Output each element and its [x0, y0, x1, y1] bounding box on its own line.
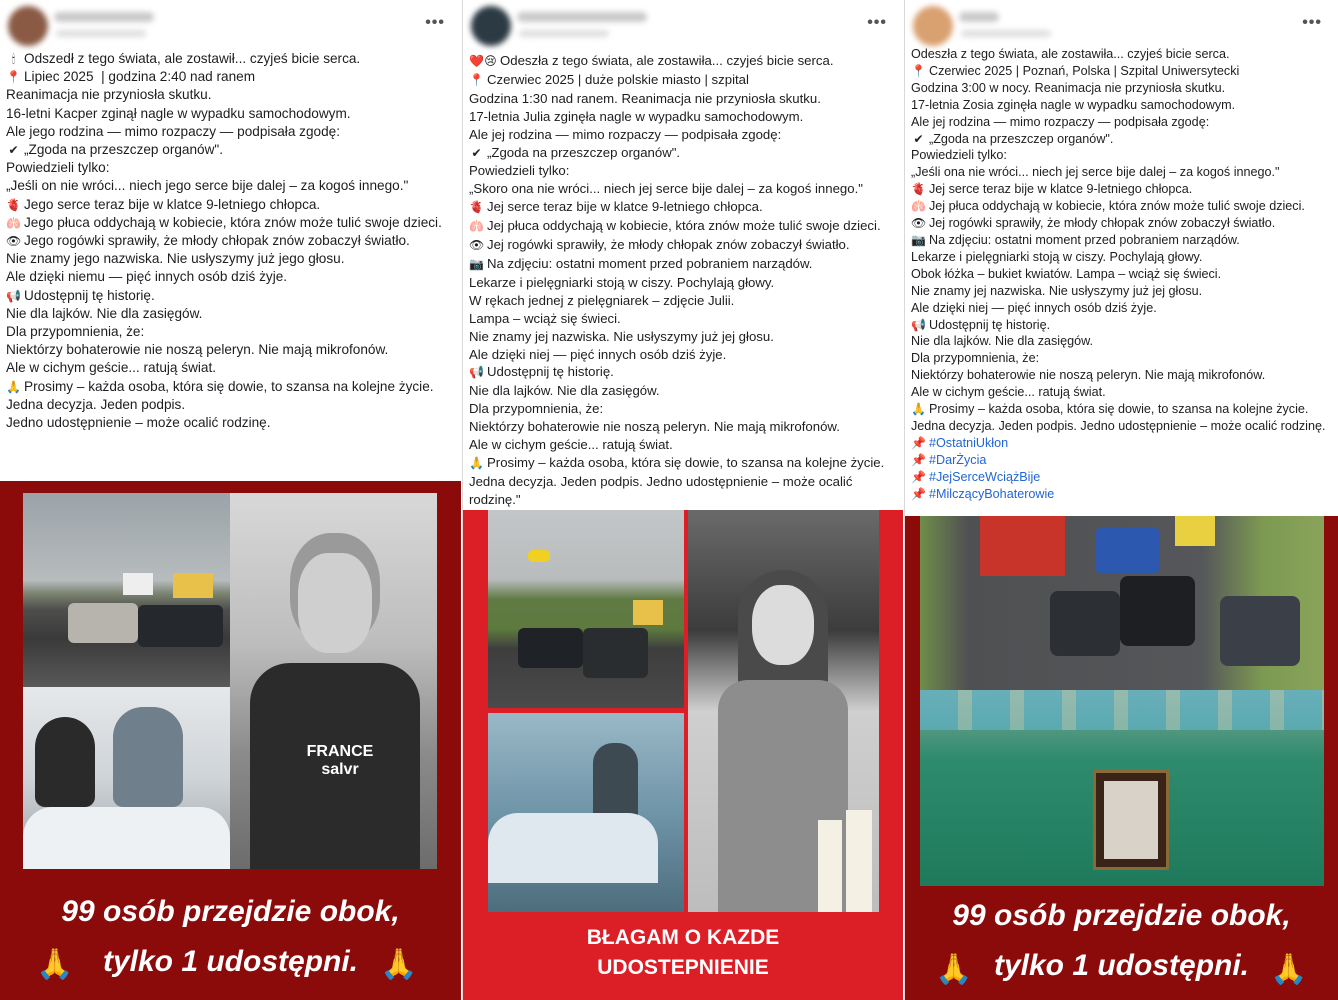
hashtag-line	[911, 435, 1332, 452]
post-text-line: Dla przypomnienia, że:	[469, 401, 604, 417]
post-text-line: Godzina 1:30 nad ranem. Reanimacja nie przyniosła skutku.	[469, 90, 821, 106]
post-text-line: 🕯 Odszedł z tego świata, ale zostawił... czyjeś bicie serca.	[6, 50, 455, 68]
emoji-icon: 🫀	[469, 200, 484, 215]
more-options-button[interactable]: •••	[867, 14, 887, 31]
post-text-line: Powiedzieli tylko:	[6, 160, 110, 176]
post-text-line: W rękach jednej z pielęgniarek – zdjęcie Julii.	[469, 292, 735, 308]
post-text-line: Lekarze i pielęgniarki stoją w ciszy. Pochylają głowy.	[911, 249, 1203, 264]
author-name-blurred[interactable]	[959, 12, 999, 22]
post-text-line: „Jeśli ona nie wróci... niech jej serce bije dalej – za kogoś innego."	[911, 165, 1280, 180]
emoji-icon: 🙏	[6, 379, 21, 394]
post-text-line: 🫁 Jej płuca oddychają w kobiecie, która znów może tulić swoje dzieci.	[911, 199, 1305, 214]
post-text-line: ✔ „Zgoda na przeszczep organów".	[469, 144, 897, 163]
hashtag-line	[911, 469, 1332, 486]
post-text-line: Obok łóżka – bukiet kwiatów. Lampa – wciąż się świeci.	[911, 266, 1222, 281]
post-text-line: 🙏 Prosimy – każda osoba, która się dowie, to szansa na kolejne życie.	[911, 402, 1309, 417]
pray-hands-icon: 🙏	[935, 953, 973, 986]
post-text-line: 📢 Udostępnij tę historię.	[911, 317, 1051, 332]
post-text-line: ❤️😢 Odeszła z tego świata, ale zostawiła... czyjeś bicie serca.	[469, 52, 897, 71]
photo-grieving-parents	[23, 687, 230, 869]
post-text-line: 16-letni Kacper zginął nagle w wypadku samochodowym.	[6, 105, 351, 121]
post-text-line: 🫁 Jego płuca oddychają w kobiecie, która znów może tulić swoje dzieci.	[6, 214, 455, 232]
avatar[interactable]	[8, 6, 48, 46]
post-text	[463, 52, 903, 509]
emoji-icon: 🙏	[469, 455, 484, 470]
hashtag-line	[911, 452, 1332, 469]
banner-line-1: BŁAGAM O KAZDE	[586, 926, 780, 949]
post-text-line: Jedno udostępnienie – może ocalić rodzinę.	[6, 415, 271, 431]
emoji-icon: 📢	[6, 288, 21, 303]
post-text-line: 🙏 Prosimy – każda osoba, która się dowie, to szansa na kolejne życie.	[469, 454, 897, 473]
emoji-icon: 📢	[469, 365, 484, 380]
emoji-icon: 📍	[469, 72, 484, 87]
post-text-line: Ale dzięki niemu — pięć innych osób dziś żyje.	[6, 269, 288, 285]
emoji-icon: 🫀	[6, 197, 21, 212]
emoji-icon: 🫁	[911, 199, 926, 214]
post-text-line: Powiedzieli tylko:	[911, 148, 1007, 163]
emoji-icon: 📍	[911, 63, 926, 78]
post-text-line: ✔ „Zgoda na przeszczep organów".	[6, 141, 455, 159]
post-text-line: 17-letnia Zosia zginęła nagle w wypadku samochodowym.	[911, 97, 1236, 112]
post-image[interactable]	[463, 510, 903, 1000]
post-text-line: 🫀 Jej serce teraz bije w klatce 9-letniego chłopca.	[911, 182, 1193, 197]
post-text-line: Godzina 3:00 w nocy. Reanimacja nie przyniosła skutku.	[911, 80, 1226, 95]
post-image[interactable]	[905, 516, 1338, 1000]
post-text-line: Jedna decyzja. Jeden podpis. Jedno udostępnienie – może ocalić rodzinę.	[911, 418, 1326, 433]
banner-line-2: UDOSTEPNIENIE	[597, 956, 769, 979]
post-text-line: 📢 Udostępnij tę historię.	[469, 363, 897, 382]
emoji-icon: 🙏	[911, 402, 926, 417]
post-text-line: Nie dla lajków. Nie dla zasięgów.	[469, 383, 660, 399]
post-text-line: Powiedzieli tylko:	[469, 163, 570, 179]
emoji-icon: ✔	[913, 131, 924, 146]
banner-line-1: 99 osób przejdzie obok,	[61, 895, 400, 928]
post-timestamp-blurred	[56, 30, 146, 37]
photo-multi-car-crash	[920, 516, 1324, 690]
hashtag-link[interactable]: #MilczącyBohaterowie	[929, 486, 1055, 501]
post-3	[904, 0, 1338, 1000]
post-text-line: 17-letnia Julia zginęła nagle w wypadku samochodowym.	[469, 108, 804, 124]
post-text-line: 👁 Jego rogówki sprawiły, że młody chłopak znów zobaczył światło.	[6, 232, 455, 250]
post-2	[462, 0, 903, 1000]
post-text-line: Lekarze i pielęgniarki stoją w ciszy. Pochylają głowy.	[469, 274, 775, 290]
photo-girl-portrait	[688, 510, 879, 912]
more-options-button[interactable]: •••	[425, 14, 445, 31]
emoji-icon: 👁	[469, 238, 485, 253]
post-text-line: Dla przypomnienia, że:	[911, 351, 1040, 366]
emoji-icon: ✔	[471, 145, 482, 160]
post-text-line: Niektórzy bohaterowie nie noszą peleryn. Nie mają mikrofonów.	[911, 368, 1266, 383]
pushpin-icon: 📌	[911, 452, 926, 467]
post-text-line: 📢 Udostępnij tę historię.	[6, 287, 455, 305]
post-text-line: 🫀 Jego serce teraz bije w klatce 9-letniego chłopca.	[6, 196, 455, 214]
pray-hands-icon: 🙏	[1270, 953, 1308, 986]
photo-medical-staff-with-portrait	[920, 690, 1324, 886]
post-text-line: Ale w cichym geście... ratują świat.	[911, 385, 1106, 400]
emoji-icon: 📢	[911, 317, 926, 332]
post-text-line: Jedna decyzja. Jeden podpis.	[6, 396, 186, 412]
emoji-icon: 👁	[911, 216, 927, 231]
post-timestamp-blurred	[519, 30, 609, 37]
banner-line-2: tylko 1 udostępni.	[993, 949, 1250, 982]
post-text-line: 🙏 Prosimy – każda osoba, która się dowie, to szansa na kolejne życie.	[6, 378, 455, 396]
post-text-line: ✔ „Zgoda na przeszczep organów".	[911, 131, 1332, 148]
photo-crash-scene	[23, 493, 230, 687]
post-text	[905, 46, 1338, 502]
emoji-icon: 🕯	[11, 52, 16, 66]
more-options-button[interactable]: •••	[1302, 14, 1322, 31]
post-timestamp-blurred	[961, 30, 1051, 37]
emoji-icon: 👁	[6, 234, 22, 249]
author-name-blurred[interactable]	[517, 12, 647, 22]
post-text-line: 🫁 Jej płuca oddychają w kobiecie, która znów może tulić swoje dzieci.	[469, 217, 897, 236]
post-text-line: Niektórzy bohaterowie nie noszą peleryn. Nie mają mikrofonów.	[6, 342, 389, 358]
post-text-line: 📷 Na zdjęciu: ostatni moment przed pobraniem narządów.	[469, 255, 897, 274]
post-text-line: 👁 Jej rogówki sprawiły, że młody chłopak znów zobaczył światło.	[911, 216, 1276, 231]
author-name-blurred[interactable]	[54, 12, 154, 22]
emoji-icon: 🫁	[469, 219, 484, 234]
post-text-line: 📍 Lipiec 2025 | godzina 2:40 nad ranem	[6, 68, 455, 86]
hashtag-link[interactable]: #JejSerceWciążBije	[929, 469, 1041, 484]
post-text-line: Jedna decyzja. Jeden podpis. Jedno udostępnienie – może ocalić rodzinę."	[469, 473, 857, 507]
post-text-line: Nie dla lajków. Nie dla zasięgów.	[6, 305, 203, 321]
post-text-line: Lampa – wciąż się świeci.	[469, 310, 621, 326]
pray-hands-icon: 🙏	[36, 948, 74, 981]
post-text-line: Ale w cichym geście... ratują świat.	[6, 360, 217, 376]
post-text-line: Ale jego rodzina — mimo rozpaczy — podpisała zgodę:	[6, 123, 340, 139]
emoji-icon: ❤️😢	[469, 54, 497, 68]
emoji-icon: 📷	[469, 256, 484, 271]
emoji-icon: 🫀	[911, 182, 926, 197]
pushpin-icon: 📌	[911, 435, 926, 450]
emoji-icon: 🫁	[6, 215, 21, 230]
post-text-line: Reanimacja nie przyniosła skutku.	[6, 87, 212, 103]
post-text-line: Ale dzięki niej — pięć innych osób dziś żyje.	[911, 300, 1157, 315]
banner-line-1: 99 osób przejdzie obok,	[952, 899, 1291, 932]
avatar[interactable]	[471, 6, 511, 46]
post-header	[0, 0, 461, 50]
hashtag-link[interactable]: #DarŻycia	[929, 452, 987, 467]
avatar[interactable]	[913, 6, 953, 46]
post-image[interactable]	[0, 481, 461, 1000]
post-header	[905, 0, 1338, 46]
post-text-line: Ale jej rodzina — mimo rozpaczy — podpisała zgodę:	[911, 114, 1210, 129]
hashtag-link[interactable]: #OstatniUkłon	[929, 435, 1009, 450]
post-text-line: Dla przypomnienia, że:	[6, 324, 145, 340]
post-text-line: 📷 Na zdjęciu: ostatni moment przed pobraniem narządów.	[911, 232, 1240, 247]
post-text-line: Nie znamy jego nazwiska. Nie usłyszymy już jego głosu.	[6, 251, 345, 267]
post-text-line: 📍 Czerwiec 2025 | duże polskie miasto | szpital	[469, 71, 897, 90]
post-text-line: Ale dzięki niej — pięć innych osób dziś żyje.	[469, 346, 727, 362]
emoji-icon: 📷	[911, 232, 926, 247]
post-text-line: „Skoro ona nie wróci... niech jej serce bije dalej – za kogoś innego."	[469, 181, 863, 197]
post-text-line: Nie znamy jej nazwiska. Nie usłyszymy już jej głosu.	[469, 328, 774, 344]
post-text	[0, 50, 461, 432]
post-text-line: „Jeśli on nie wróci... niech jego serce bije dalej – za kogoś innego."	[6, 178, 409, 194]
post-text-line: 🫀 Jej serce teraz bije w klatce 9-letniego chłopca.	[469, 198, 897, 217]
photo-crash-helicopter	[488, 510, 684, 708]
hashtag-line	[911, 486, 1332, 503]
post-text-line: Nie znamy jej nazwiska. Nie usłyszymy już jej głosu.	[911, 283, 1203, 298]
post-text-line: Odeszła z tego świata, ale zostawiła... czyjeś bicie serca.	[911, 47, 1230, 61]
post-text-line: Nie dla lajków. Nie dla zasięgów.	[911, 334, 1094, 349]
post-1	[0, 0, 461, 1000]
post-text-line: 👁 Jej rogówki sprawiły, że młody chłopak znów zobaczył światło.	[469, 236, 897, 255]
post-header	[463, 0, 903, 50]
pushpin-icon: 📌	[911, 469, 926, 484]
banner-line-2: tylko 1 udostępni.	[102, 945, 359, 978]
emoji-icon: ✔	[8, 143, 19, 158]
post-text-line: 📍 Czerwiec 2025 | Poznań, Polska | Szpital Uniwersytecki	[911, 63, 1240, 78]
photo-grieving-parents-morgue	[488, 713, 684, 912]
post-text-line: Ale w cichym geście... ratują świat.	[469, 437, 673, 453]
pray-hands-icon: 🙏	[380, 948, 418, 981]
photo-boy-portrait: FRANCE salvr	[230, 493, 437, 869]
post-text-line: Niektórzy bohaterowie nie noszą peleryn. Nie mają mikrofonów.	[469, 419, 840, 435]
emoji-icon: 📍	[6, 70, 21, 85]
post-text-line: Ale jej rodzina — mimo rozpaczy — podpisała zgodę:	[469, 126, 782, 142]
pushpin-icon: 📌	[911, 486, 926, 501]
